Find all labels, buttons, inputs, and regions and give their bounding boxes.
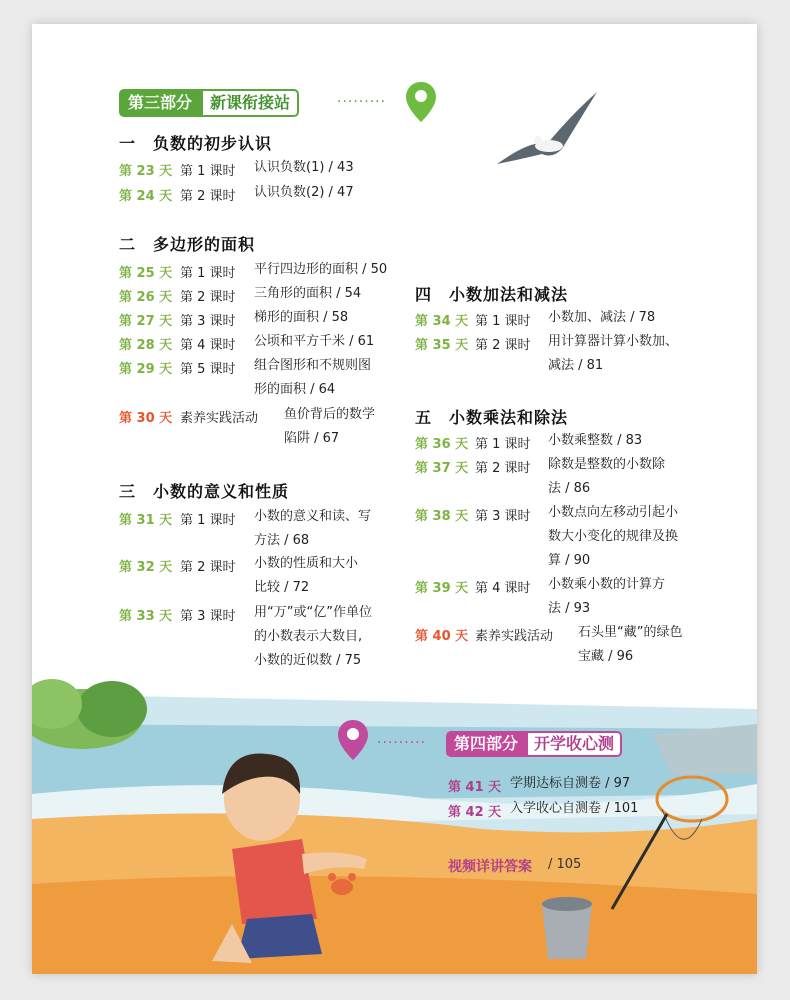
day-label: 第 38 天 (415, 509, 469, 524)
lesson-label: 第 3 课时 (180, 314, 236, 329)
topic-link-cont[interactable]: 陷阱 / 67 (284, 431, 340, 446)
boy-illustration (192, 739, 382, 969)
topic-link[interactable]: 除数是整数的小数除 (548, 457, 666, 472)
topic-link[interactable]: 认识负数(2) / 47 (254, 185, 354, 200)
day-label: 第 25 天 (119, 266, 173, 281)
topic-link[interactable]: 公顷和平方千米 / 61 (254, 334, 375, 349)
video-answers-label[interactable]: 视频详讲答案 (448, 859, 532, 875)
day-label: 第 35 天 (415, 338, 469, 353)
part4-header (446, 731, 622, 757)
topic-link[interactable]: 小数加、减法 / 78 (548, 310, 656, 325)
topic-link[interactable]: 梯形的面积 / 58 (254, 310, 349, 325)
chapter1-heading (119, 131, 272, 154)
day-label: 第 41 天 (448, 780, 502, 795)
topic-link-cont[interactable]: 形的面积 / 64 (254, 382, 336, 397)
day-label: 第 27 天 (119, 314, 173, 329)
day-label: 第 32 天 (119, 560, 173, 575)
topic-link[interactable]: 石头里“藏”的绿色 (578, 625, 683, 640)
chapter-title: 小数乘法和除法 (449, 408, 569, 427)
chapter2-heading (119, 232, 255, 255)
chapter-title: 小数加法和减法 (449, 285, 569, 304)
topic-link-cont[interactable]: 减法 / 81 (548, 358, 604, 373)
chapter-number: 一 (119, 134, 137, 153)
day-label: 第 26 天 (119, 290, 173, 305)
day-label: 第 28 天 (119, 338, 173, 353)
part4-tag: 第四部分 (446, 731, 526, 757)
lesson-label: 第 4 课时 (475, 581, 531, 596)
topic-link-cont[interactable]: 方法 / 68 (254, 533, 310, 548)
day-label: 第 29 天 (119, 362, 173, 377)
chapter4-heading (415, 282, 568, 305)
location-pin-icon (404, 80, 438, 124)
topic-link-cont[interactable]: 小数的近似数 / 75 (254, 653, 362, 668)
chapter5-heading (415, 405, 568, 428)
part3-header (119, 89, 299, 117)
location-pin-icon (336, 718, 370, 762)
topic-link[interactable]: 小数乘小数的计算方 (548, 577, 666, 592)
chapter-number: 二 (119, 235, 137, 254)
lesson-label: 第 2 课时 (180, 189, 236, 204)
topic-link-cont[interactable]: 法 / 86 (548, 481, 591, 496)
activity-label: 素养实践活动 (475, 629, 554, 644)
part4-title: 开学收心测 (526, 731, 622, 757)
day-label-activity: 第 40 天 (415, 629, 469, 644)
lesson-label: 第 2 课时 (180, 560, 236, 575)
lesson-label: 第 1 课时 (180, 513, 236, 528)
topic-link-cont[interactable]: 法 / 93 (548, 601, 591, 616)
day-label: 第 36 天 (415, 437, 469, 452)
topic-link[interactable]: 用计算器计算小数加、 (548, 334, 679, 349)
chapter-number: 四 (415, 285, 433, 304)
day-label: 第 39 天 (415, 581, 469, 596)
day-label-activity: 第 30 天 (119, 411, 173, 426)
day-label: 第 31 天 (119, 513, 173, 528)
chapter-title: 小数的意义和性质 (153, 482, 290, 501)
crab-icon (322, 869, 362, 899)
chapter-number: 三 (119, 482, 137, 501)
video-answers-page: / 105 (548, 857, 582, 872)
bucket-icon (532, 894, 602, 964)
part3-title: 新课衔接站 (201, 89, 299, 117)
day-label: 第 24 天 (119, 189, 173, 204)
lesson-label: 第 1 课时 (180, 164, 236, 179)
day-label: 第 42 天 (448, 805, 502, 820)
day-label: 第 34 天 (415, 314, 469, 329)
topic-link-cont[interactable]: 比较 / 72 (254, 580, 310, 595)
lesson-label: 第 3 课时 (475, 509, 531, 524)
topic-link[interactable]: 三角形的面积 / 54 (254, 286, 362, 301)
chapter-number: 五 (415, 408, 433, 427)
part3-tag: 第三部分 (119, 89, 201, 117)
lesson-label: 第 5 课时 (180, 362, 236, 377)
topic-link[interactable]: 组合图形和不规则图 (254, 358, 372, 373)
chapter3-heading (119, 479, 289, 502)
day-label: 第 37 天 (415, 461, 469, 476)
chapter-title: 负数的初步认识 (153, 134, 273, 153)
part4-dotted-line: ········· (377, 735, 427, 751)
topic-link[interactable]: 小数点向左移动引起小 (548, 505, 679, 520)
topic-link[interactable]: 小数的意义和读、写 (254, 509, 372, 524)
contents-page (32, 24, 757, 974)
topic-link[interactable]: 认识负数(1) / 43 (254, 160, 354, 175)
topic-link[interactable]: 用“万”或“亿”作单位 (254, 605, 372, 620)
lesson-label: 第 4 课时 (180, 338, 236, 353)
topic-link[interactable]: 鱼价背后的数学 (284, 407, 376, 422)
topic-link[interactable]: 小数的性质和大小 (254, 556, 359, 571)
part3-dotted-line: ········· (337, 94, 387, 110)
topic-link-cont[interactable]: 宝藏 / 96 (578, 649, 634, 664)
day-label: 第 33 天 (119, 609, 173, 624)
topic-link[interactable]: 平行四边形的面积 / 50 (254, 262, 388, 277)
lesson-label: 第 2 课时 (475, 338, 531, 353)
topic-link-cont[interactable]: 的小数表示大数目, (254, 629, 363, 644)
lesson-label: 第 2 课时 (475, 461, 531, 476)
seagull-icon (492, 84, 602, 174)
lesson-label: 第 1 课时 (180, 266, 236, 281)
topic-link-cont[interactable]: 数大小变化的规律及换 (548, 529, 679, 544)
chapter-title: 多边形的面积 (153, 235, 256, 254)
day-label: 第 23 天 (119, 164, 173, 179)
topic-link[interactable]: 入学收心自测卷 / 101 (510, 801, 639, 816)
lesson-label: 第 1 课时 (475, 314, 531, 329)
lesson-label: 第 3 课时 (180, 609, 236, 624)
activity-label: 素养实践活动 (180, 411, 259, 426)
topic-link[interactable]: 小数乘整数 / 83 (548, 433, 643, 448)
topic-link[interactable]: 学期达标自测卷 / 97 (510, 776, 631, 791)
lesson-label: 第 2 课时 (180, 290, 236, 305)
topic-link-cont[interactable]: 算 / 90 (548, 553, 591, 568)
lesson-label: 第 1 课时 (475, 437, 531, 452)
